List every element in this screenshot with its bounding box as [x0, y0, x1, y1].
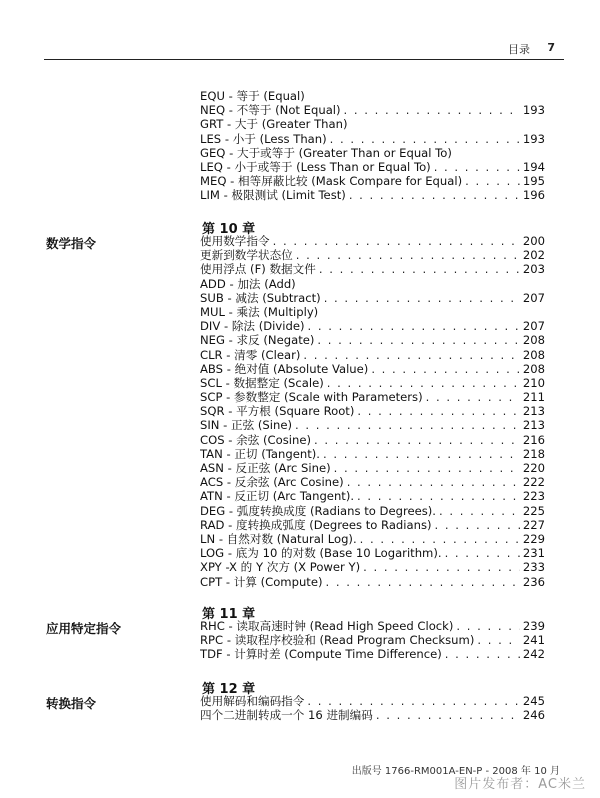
toc-entry-page: 236 [522, 574, 545, 589]
toc-entry[interactable] [200, 362, 545, 376]
section-side-label: 数学指令 [46, 236, 97, 251]
toc-entry-title: 使用解码和编码指令 [200, 694, 305, 708]
toc-entry-page: 194 [522, 159, 545, 174]
toc-entry-page: 225 [522, 503, 545, 518]
toc-entry-title: ADD - 加法 (Add) [200, 276, 296, 291]
toc-entry-title: DEG - 弧度转换成度 (Radians to Degrees). [200, 503, 436, 518]
toc-entry-title: SIN - 正弦 (Sine) [200, 418, 292, 433]
toc-entry[interactable] [200, 433, 545, 447]
dot-leader [349, 188, 520, 202]
toc-entry-page: 213 [522, 404, 545, 419]
header-page-number: 7 [547, 41, 555, 54]
toc-entry[interactable] [200, 633, 545, 647]
toc-entry-title: LN - 自然对数 (Natural Log). [200, 531, 357, 546]
toc-entry-title: MUL - 乘法 (Multiply) [200, 304, 319, 319]
toc-entry-page: 208 [522, 361, 545, 376]
header-title: 目录 [508, 43, 530, 56]
toc-section-application [200, 619, 545, 662]
dot-leader [273, 234, 520, 248]
toc-entry-page: 213 [522, 418, 545, 433]
toc-entry-title: RPC - 读取程序校验和 (Read Program Checksum) [200, 633, 475, 648]
toc-entry-title: XPY -X 的 Y 次方 (X Power Y) [200, 560, 361, 575]
toc-entry-page: 231 [522, 546, 545, 561]
toc-entry-page: 196 [522, 188, 545, 203]
section-side-label: 转换指令 [46, 696, 97, 711]
dot-leader [439, 504, 520, 518]
chapter-heading: 第 11 章 [202, 607, 256, 622]
toc-entry[interactable] [200, 132, 545, 146]
toc-entry-title: SQR - 平方根 (Square Root) [200, 404, 355, 419]
toc-entry[interactable] [200, 348, 545, 362]
toc-entry[interactable] [200, 560, 545, 574]
toc-entry[interactable] [200, 518, 545, 532]
dot-leader [426, 390, 520, 404]
dot-leader [303, 348, 519, 362]
toc-entry[interactable] [200, 319, 545, 333]
toc-entry-title: RAD - 度转换成弧度 (Degrees to Radians) [200, 517, 432, 532]
dot-leader [327, 376, 520, 390]
dot-leader [307, 319, 519, 333]
dot-leader [371, 362, 520, 376]
dot-leader [314, 433, 520, 447]
toc-entry-title: EQU - 等于 (Equal) [200, 89, 305, 103]
toc-entry[interactable] [200, 277, 545, 291]
watermark: 图片发布者：AC米兰 [454, 777, 586, 792]
toc-entry[interactable] [200, 305, 545, 319]
toc-entry-page: 220 [522, 461, 545, 475]
toc-entry[interactable] [200, 160, 545, 174]
toc-entry[interactable] [200, 248, 545, 262]
toc-entry[interactable] [200, 390, 545, 404]
dot-leader [445, 546, 520, 560]
toc-entry[interactable] [200, 146, 545, 160]
toc-entry-page: 200 [522, 234, 545, 248]
toc-entry-title: COS - 余弦 (Cosine) [200, 432, 311, 447]
toc-entry[interactable] [200, 117, 545, 131]
toc-entry-page: 246 [522, 708, 545, 723]
toc-entry-title: CLR - 清零 (Clear) [200, 347, 301, 362]
dot-leader [363, 560, 520, 574]
toc-entry[interactable] [200, 447, 545, 461]
toc-section-math [200, 234, 545, 589]
chapter-heading: 第 10 章 [202, 222, 256, 237]
toc-entry-title: 更新到数学状态位 [200, 248, 293, 263]
toc-entry-title: ACS - 反余弦 (Arc Cosine) [200, 475, 344, 490]
toc-entry-title: ASN - 反正弦 (Arc Sine) [200, 461, 331, 475]
toc-entry-title: GRT - 大于 (Greater Than) [200, 117, 348, 132]
section-side-label: 应用特定指令 [46, 621, 122, 636]
toc-entry-page: 202 [522, 248, 545, 263]
toc-entry-page: 242 [522, 647, 545, 662]
toc-entry-page: 233 [522, 560, 545, 575]
toc-entry-title: RHC - 读取高速时钟 (Read High Speed Clock) [200, 619, 454, 633]
toc-entry-page: 216 [522, 432, 545, 447]
dot-leader [323, 447, 520, 461]
toc-entry-page: 208 [522, 333, 545, 348]
toc-entry[interactable] [200, 404, 545, 418]
toc-entry-page: 218 [522, 446, 545, 461]
toc-entry[interactable] [200, 619, 545, 633]
toc-entry[interactable] [200, 532, 545, 546]
dot-leader [334, 461, 520, 475]
toc-entry[interactable] [200, 418, 545, 432]
toc-entry-page: 208 [522, 347, 545, 362]
toc-entry-title: NEG - 求反 (Negate) [200, 333, 315, 348]
toc-entry[interactable] [200, 475, 545, 489]
toc-entry-page: 193 [522, 103, 545, 118]
dot-leader [344, 103, 520, 117]
toc-entry[interactable] [200, 708, 545, 722]
toc-entry-title: ATN - 反正切 (Arc Tangent). [200, 489, 355, 504]
dot-leader [324, 291, 520, 305]
toc-entry-title: SCL - 数据整定 (Scale) [200, 375, 324, 390]
toc-entry-page: 210 [522, 375, 545, 390]
toc-entry-page: 195 [522, 174, 545, 189]
toc-entry-title: SUB - 减法 (Subtract) [200, 290, 321, 305]
dot-leader [360, 532, 520, 546]
toc-entry-title: TAN - 正切 (Tangent). [200, 446, 320, 461]
toc-entry-page: 241 [522, 633, 545, 648]
toc-entry-page: 229 [522, 531, 545, 546]
toc-entry-title: ABS - 绝对值 (Absolute Value) [200, 361, 369, 376]
footer-publication-number: 出版号 1766-RM001A-EN-P - 2008 年 10 月 [351, 766, 560, 777]
toc-entry[interactable] [200, 262, 545, 276]
dot-leader [465, 174, 520, 188]
toc-entry[interactable] [200, 546, 545, 560]
toc-entry-title: TDF - 计算时差 (Compute Time Difference) [200, 647, 442, 662]
toc-entry-page: 193 [522, 131, 545, 146]
dot-leader [376, 708, 520, 722]
toc-entry[interactable] [200, 489, 545, 503]
dot-leader [435, 518, 520, 532]
toc-entry-title: LEQ - 小于或等于 (Less Than or Equal To) [200, 159, 431, 174]
dot-leader [319, 262, 520, 276]
dot-leader [477, 633, 520, 647]
toc-entry[interactable] [200, 103, 545, 117]
toc-entry-title: GEQ - 大于或等于 (Greater Than or Equal To) [200, 145, 452, 160]
toc-section-continued [200, 89, 545, 203]
toc-entry-page: 223 [522, 489, 545, 504]
toc-entry-title: NEQ - 不等于 (Not Equal) [200, 103, 341, 118]
toc-entry-title: 四个二进制转成一个 16 进制编码 [200, 708, 373, 723]
toc-entry-page: 227 [522, 517, 545, 532]
toc-entry-title: LES - 小于 (Less Than) [200, 131, 327, 146]
toc-entry-title: 使用数学指令 [200, 234, 270, 248]
dot-leader [295, 418, 520, 432]
toc-entry-page: 239 [522, 619, 545, 633]
dot-leader [445, 647, 520, 661]
toc-entry[interactable] [200, 234, 545, 248]
toc-entry[interactable] [200, 694, 545, 708]
dot-leader [317, 333, 519, 347]
dot-leader [326, 575, 520, 589]
toc-entry[interactable] [200, 376, 545, 390]
dot-leader [307, 694, 520, 708]
toc-entry[interactable] [200, 291, 545, 305]
chapter-heading: 第 12 章 [202, 682, 256, 697]
toc-entry[interactable] [200, 504, 545, 518]
toc-entry-page: 207 [522, 319, 545, 334]
toc-entry[interactable] [200, 461, 545, 475]
toc-entry-page: 222 [522, 475, 545, 490]
dot-leader [296, 248, 520, 262]
toc-entry[interactable] [200, 333, 545, 347]
toc-entry-title: CPT - 计算 (Compute) [200, 574, 323, 589]
toc-entry-title: LIM - 极限测试 (Limit Test) [200, 188, 346, 203]
toc-entry-page: 245 [522, 694, 545, 708]
dot-leader [456, 619, 519, 633]
toc-entry-page: 211 [522, 390, 545, 405]
toc-section-conversion [200, 694, 545, 722]
toc-entry[interactable] [200, 647, 545, 661]
toc-entry-page: 203 [522, 262, 545, 277]
dot-leader [434, 160, 520, 174]
toc-entry[interactable] [200, 575, 545, 589]
header-rule [44, 59, 564, 60]
dot-leader [330, 132, 520, 146]
toc-entry-page: 207 [522, 290, 545, 305]
toc-entry-title: 使用浮点 (F) 数据文件 [200, 262, 316, 277]
toc-entry[interactable] [200, 174, 545, 188]
dot-leader [347, 475, 520, 489]
toc-entry[interactable] [200, 188, 545, 202]
toc-entry-title: MEQ - 相等屏蔽比较 (Mask Compare for Equal) [200, 174, 463, 189]
dot-leader [357, 489, 520, 503]
toc-entry[interactable] [200, 89, 545, 103]
toc-entry-title: DIV - 除法 (Divide) [200, 319, 305, 334]
toc-entry-title: SCP - 参数整定 (Scale with Parameters) [200, 390, 423, 405]
dot-leader [357, 404, 519, 418]
toc-entry-title: LOG - 底为 10 的对数 (Base 10 Logarithm). [200, 546, 442, 561]
